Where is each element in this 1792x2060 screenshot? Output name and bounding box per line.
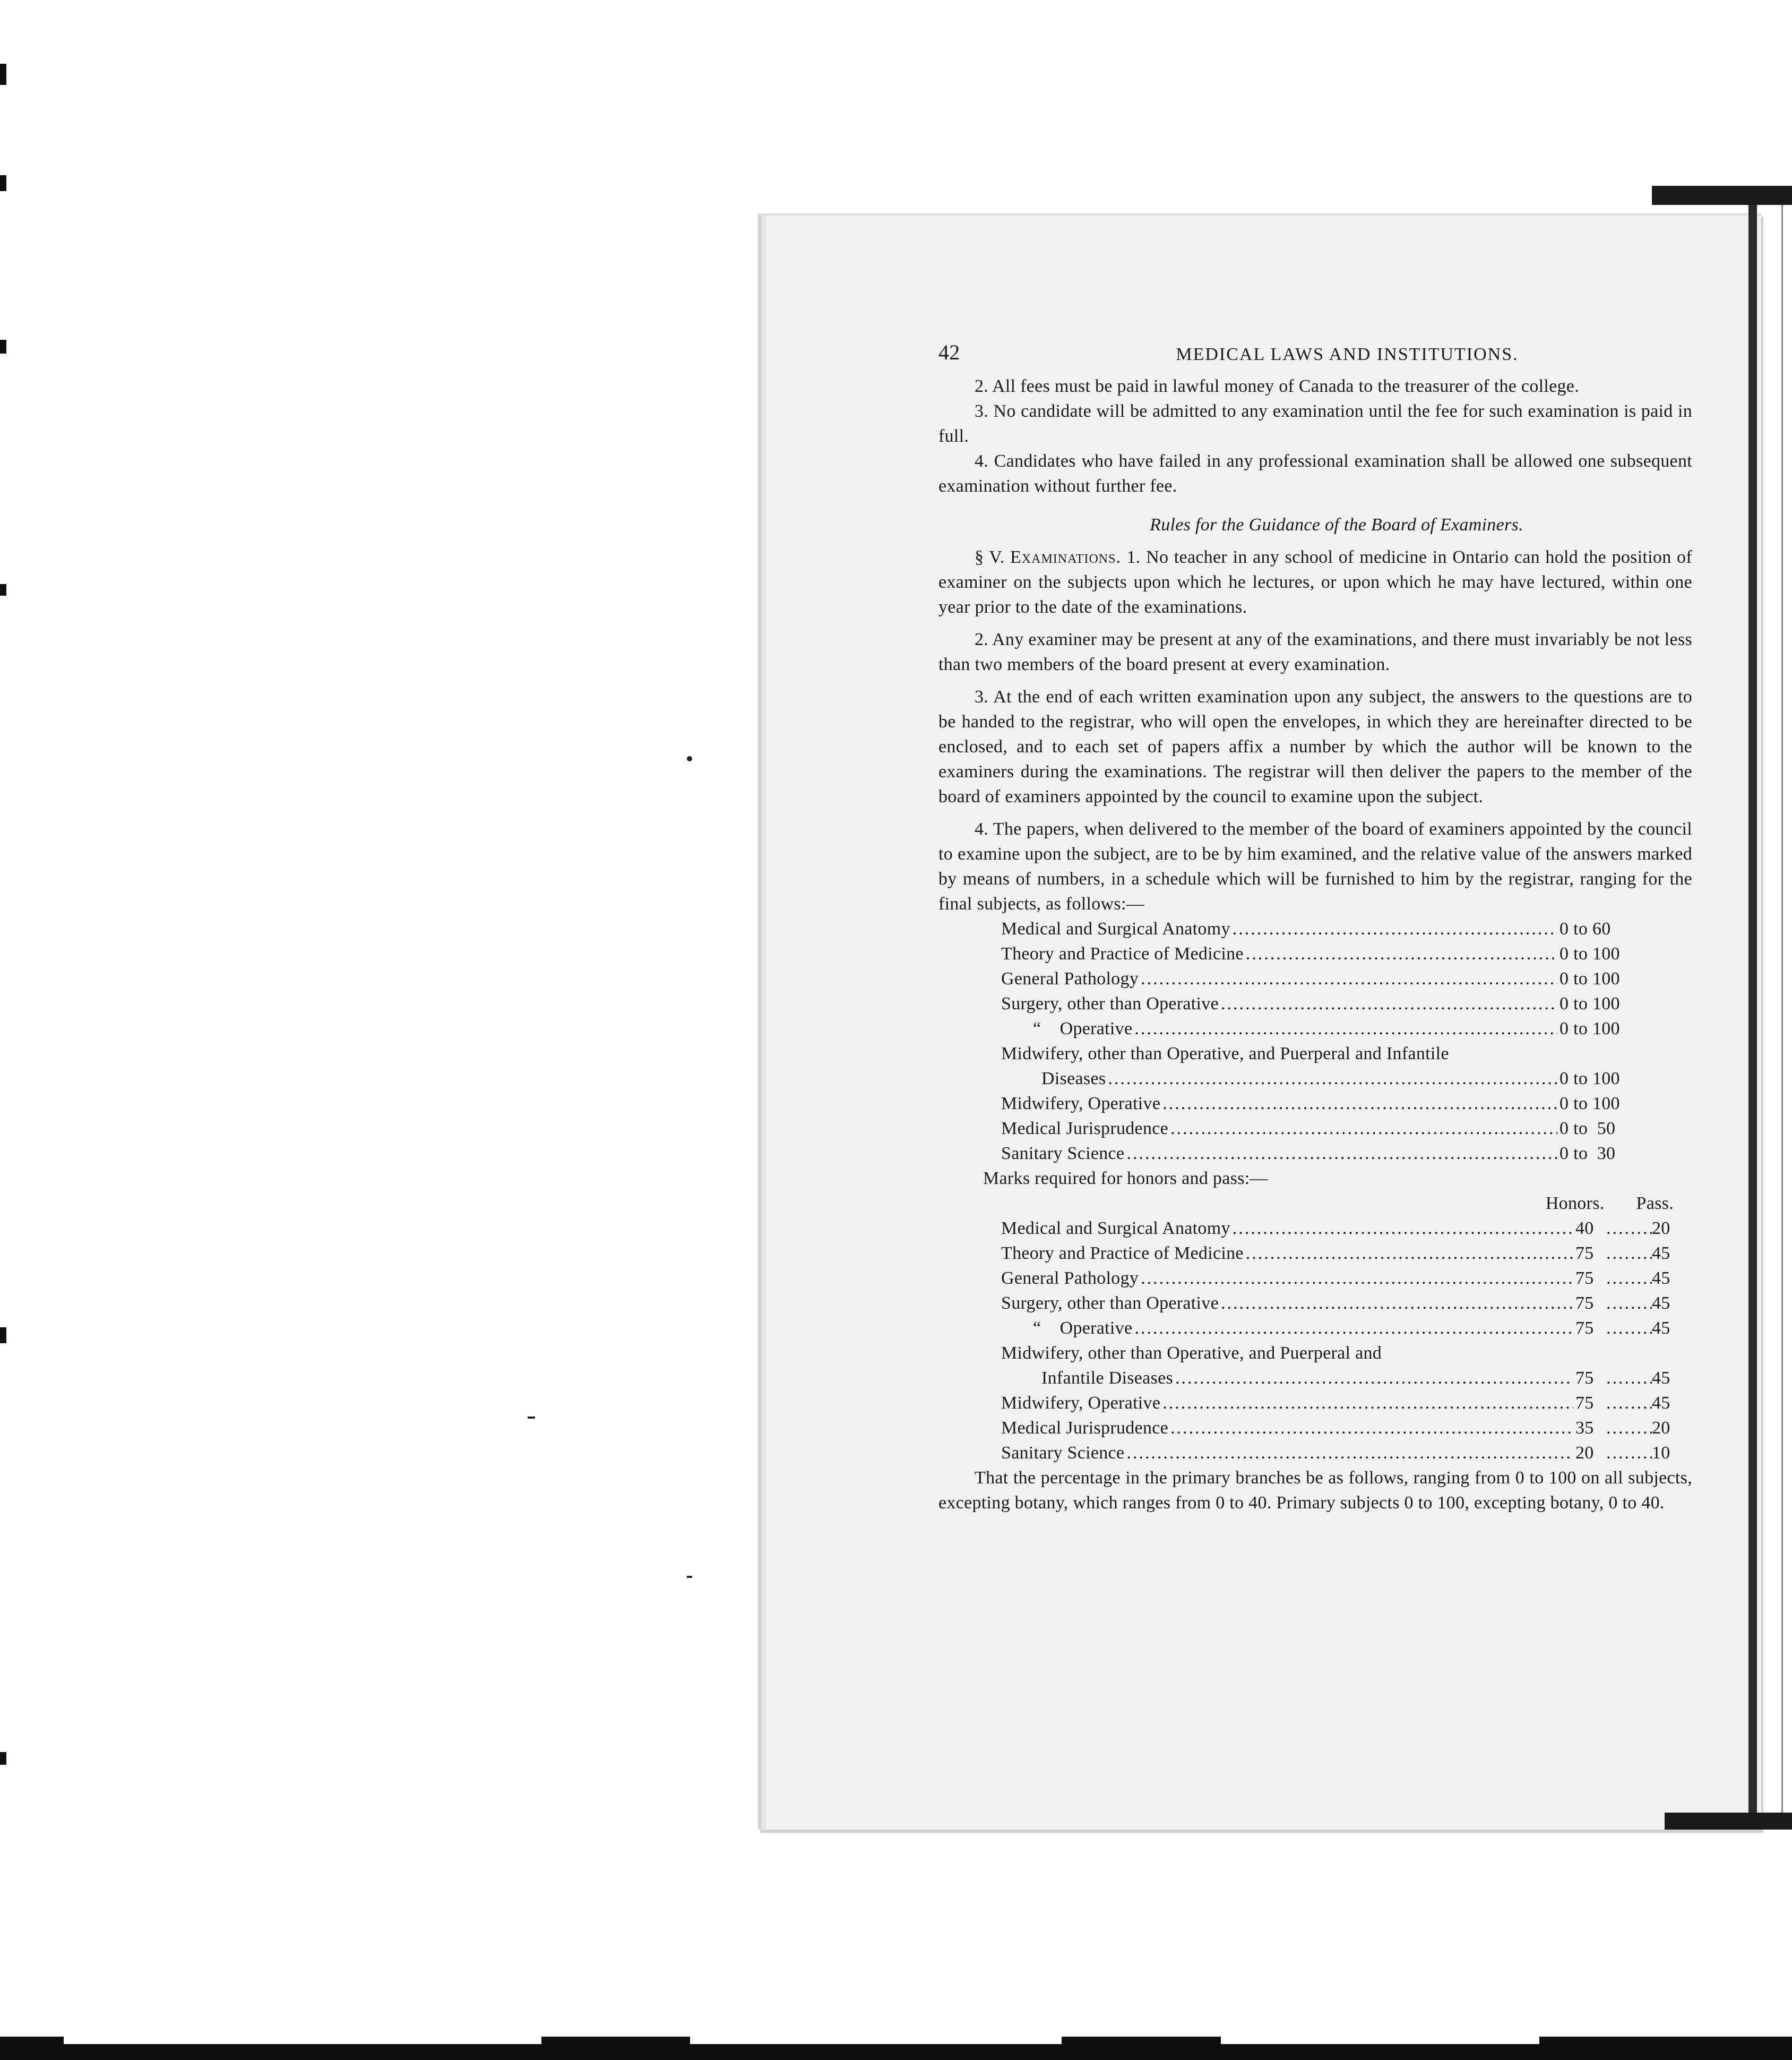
marks-intro: Marks required for honors and pass:— xyxy=(983,1169,1268,1188)
marks-row: Theory and Practice of Medicine ..... 75 ..... 45 xyxy=(1001,1241,1675,1266)
schedule-row: Midwifery, other than Operative, and Puerperal and Infantile xyxy=(1001,1044,1449,1063)
paragraph: 3. At the end of each written examination upon any subject, the answers to the questions are to be handed to the registrar, who will open the envelopes, in which they are hereinafter directed to be enclosed, and to each set of papers affix a number by which the author will be known to the examiners during the examinations. The registrar will then deliver the papers to the member of the board of examiners appointed by the council to examine upon the subject. xyxy=(938,687,1692,806)
book-spine-bottom xyxy=(1665,1813,1792,1830)
section-mark: § V. xyxy=(975,547,1005,567)
paragraph: 3. No candidate will be admitted to any examination until the fee for such examination is paid in full. xyxy=(938,401,1692,446)
schedule-row: General Pathology ..... 0 to 100 xyxy=(1001,966,1633,991)
paragraph: That the percentage in the primary branches be as follows, ranging from 0 to 100 on all subjects, excepting botany, which ranges from 0 to 40. Primary subjects 0 to 100, excepting botany, 0 to 40. xyxy=(938,1468,1692,1513)
page-content xyxy=(938,340,1692,1515)
running-title: MEDICAL LAWS AND INSTITUTIONS. xyxy=(1176,345,1519,364)
schedule-row: Medical and Surgical Anatomy ..... 0 to 60 xyxy=(1001,916,1633,941)
schedule-list xyxy=(938,916,1633,1166)
marks-row: Infantile Diseases ..... 75 ..... 45 xyxy=(1001,1366,1675,1390)
page-number: 42 xyxy=(938,340,960,364)
schedule-row: Diseases ..... 0 to 100 xyxy=(1001,1066,1633,1091)
book-spine-top xyxy=(1652,186,1792,205)
schedule-row: Midwifery, Operative ..... 0 to 100 xyxy=(1001,1091,1633,1116)
paragraph: 4. Candidates who have failed in any professional examination shall be allowed one subsequent examination without further fee. xyxy=(938,451,1692,496)
honors-column-header: Honors. xyxy=(1545,1194,1605,1213)
schedule-row: Sanitary Science ..... 0 to 30 xyxy=(1001,1141,1633,1166)
marks-row: Medical Jurisprudence ..... 35 ..... 20 xyxy=(1001,1415,1675,1440)
marks-header xyxy=(938,1191,1674,1216)
schedule-row: Surgery, other than Operative ..... 0 to 100 xyxy=(1001,991,1633,1016)
paragraph: 2. All fees must be paid in lawful money of Canada to the treasurer of the college. xyxy=(975,376,1579,396)
marks-row: Surgery, other than Operative ..... 75 ..... 45 xyxy=(1001,1291,1675,1316)
book-spine xyxy=(1748,205,1757,1817)
marks-row: “ Operative ..... 75 ..... 45 xyxy=(1001,1316,1675,1341)
paragraph: 2. Any examiner may be present at any of the examinations, and there must invariably be not less than two members of the board present at every examination. xyxy=(938,630,1692,674)
marks-row: Sanitary Science ..... 20 ..... 10 xyxy=(1001,1440,1675,1465)
scan-speck xyxy=(687,1576,692,1578)
schedule-row: “ Operative ..... 0 to 100 xyxy=(1001,1016,1633,1041)
paragraph xyxy=(938,545,1692,620)
schedule-row: Theory and Practice of Medicine ..... 0 to 100 xyxy=(1001,941,1633,966)
marks-row: Midwifery, other than Operative, and Puerperal and xyxy=(1001,1343,1382,1363)
schedule-row: Medical Jurisprudence ..... 0 to 50 xyxy=(1001,1116,1633,1141)
book-edge xyxy=(1781,205,1792,1817)
marks-row: Medical and Surgical Anatomy ..... 40 ..... 20 xyxy=(1001,1216,1675,1241)
scan-speck xyxy=(528,1417,535,1419)
marks-row: Midwifery, Operative ..... 75 ..... 45 xyxy=(1001,1390,1675,1415)
marks-row: General Pathology ..... 75 ..... 45 xyxy=(1001,1266,1675,1291)
pass-column-header: Pass. xyxy=(1636,1194,1674,1213)
section-heading: Rules for the Guidance of the Board of Examiners. xyxy=(1150,515,1523,535)
paragraph-text: 1. No teacher in any school of medicine in Ontario can hold the position of examiner on the subjects upon which he lectures, or upon which he may have lectured, within one year prior to the date of the examinations. xyxy=(938,547,1692,617)
scan-bottom-band xyxy=(0,2037,1792,2060)
scan-left-edge xyxy=(0,0,21,2060)
section-title: Examinations. xyxy=(1010,547,1121,567)
page-header xyxy=(938,340,1692,374)
paragraph: 4. The papers, when delivered to the member of the board of examiners appointed by the council to examine upon the subject, are to be by him examined, and the relative value of the answers marked by means of numbers, in a schedule which will be furnished to him by the registrar, ranging for the final subjects, as follows:— xyxy=(938,819,1692,914)
marks-list xyxy=(938,1216,1675,1465)
scan-speck xyxy=(687,756,692,761)
